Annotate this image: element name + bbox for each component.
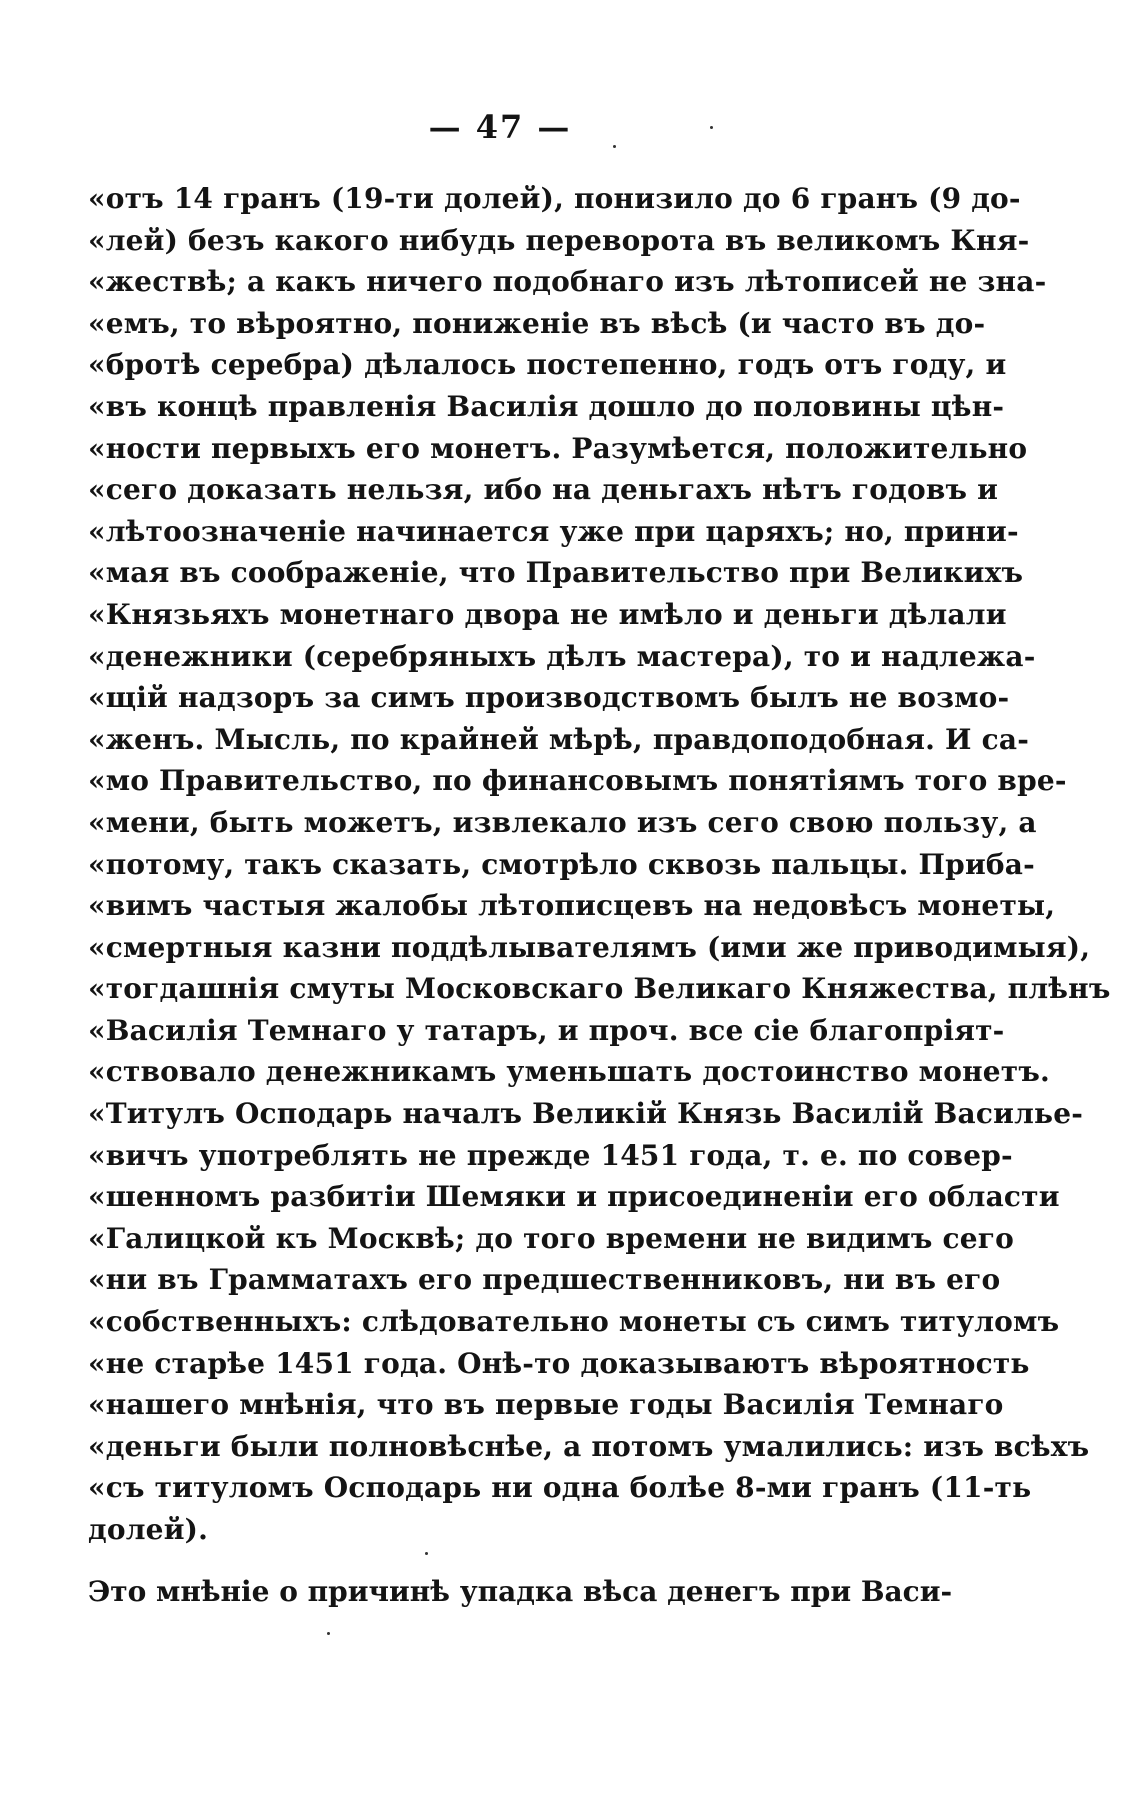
text-line-24: «вичъ употреблять не прежде 1451 года, т. е. по совер- — [88, 1138, 1013, 1172]
text-line-10: «мая въ соображеніе, что Правительство при Великихъ — [88, 556, 1024, 590]
text-line-23: «Титулъ Осподарь началъ Великій Князь Василій Василье- — [88, 1097, 1084, 1131]
quoted-paragraph — [88, 178, 1111, 1612]
text-line-21: «Василія Темнаго у татаръ, и проч. все сіе благопріят- — [88, 1013, 1005, 1047]
text-line-14: «женъ. Мысль, по крайней мѣрѣ, правдоподобная. И са- — [88, 722, 1030, 756]
text-line-31: «деньги были полновѣснѣе, а потомъ умалились: изъ всѣхъ — [88, 1429, 1090, 1463]
paper-speck — [425, 1552, 428, 1555]
text-line-7: «ности первыхъ его монетъ. Разумѣется, положительно — [88, 431, 1028, 465]
text-line-28: «собственныхъ: слѣдовательно монеты съ симъ титуломъ — [88, 1305, 1060, 1339]
text-line-20: «тогдашнія смуты Московскаго Великаго Княжества, плѣнъ — [88, 972, 1111, 1006]
text-line-1: «отъ 14 гранъ (19-ти долей), понизило до 6 гранъ (9 до- — [88, 182, 1021, 215]
text-line-26: «Галицкой къ Москвѣ; до того времени не видимъ сего — [88, 1221, 1015, 1255]
text-line-13: «щій надзоръ за симъ производствомъ былъ не возмо- — [88, 681, 1010, 715]
text-line-15: «мо Правительство, по финансовымъ понятіямъ того вре- — [88, 764, 1067, 798]
text-line-4: «емъ, то вѣроятно, пониженіе въ вѣсѣ (и часто въ до- — [88, 306, 986, 340]
text-line-19: «смертныя казни поддѣлывателямъ (ими же приводимыя), — [88, 930, 1091, 964]
text-line-3: «жествѣ; а какъ ничего подобнаго изъ лѣтописей не зна- — [88, 265, 1047, 299]
text-line-12: «денежники (серебряныхъ дѣлъ мастера), то и надлежа- — [88, 639, 1036, 673]
paper-speck — [710, 126, 713, 129]
paragraph-gap — [88, 1551, 904, 1571]
text-line-25: «шенномъ разбитіи Шемяки и присоединеніи его области — [88, 1180, 1060, 1214]
text-line-18: «вимъ частыя жалобы лѣтописцевъ на недовѣсъ монеты, — [88, 889, 1056, 923]
text-line-16: «мени, быть можетъ, извлекало изъ сего свою пользу, а — [88, 805, 1037, 839]
text-line-32: «съ титуломъ Осподарь ни одна болѣе 8-ми гранъ (11-ть — [88, 1471, 1032, 1505]
paper-speck — [613, 145, 616, 148]
text-line-29: «не старѣе 1451 года. Онѣ-то доказываютъ вѣроятность — [88, 1346, 1030, 1380]
text-line-11: «Князьяхъ монетнаго двора не имѣло и деньги дѣлали — [88, 597, 1007, 631]
text-line-5: «бротѣ серебра) дѣлалось постепенно, годъ отъ году, и — [88, 348, 1007, 382]
text-line-33: долей). — [88, 1513, 209, 1546]
text-line-30: «нашего мнѣнія, что въ первые годы Василія Темнаго — [88, 1388, 1004, 1422]
next-paragraph-line: Это мнѣніе о причинѣ упадка вѣса денегъ при Васи- — [88, 1574, 953, 1608]
text-line-9: «лѣтоозначеніе начинается уже при царяхъ; но, прини- — [88, 514, 1019, 548]
paper-speck — [327, 1632, 330, 1635]
text-line-8: «сего доказать нельзя, ибо на деньгахъ нѣтъ годовъ и — [88, 473, 999, 507]
text-line-17: «потому, такъ сказать, смотрѣло сквозь пальцы. Приба- — [88, 847, 1035, 881]
text-line-27: «ни въ Грамматахъ его предшественниковъ, ни въ его — [88, 1263, 1001, 1297]
text-line-6: «въ концѣ правленія Василія дошло до половины цѣн- — [88, 389, 1005, 423]
page-number: — 47 — — [428, 108, 572, 146]
text-line-2: «лей) безъ какого нибудь переворота въ великомъ Кня- — [88, 223, 1030, 257]
text-line-22: «ствовало денежникамъ уменьшать достоинство монетъ. — [88, 1055, 1050, 1089]
